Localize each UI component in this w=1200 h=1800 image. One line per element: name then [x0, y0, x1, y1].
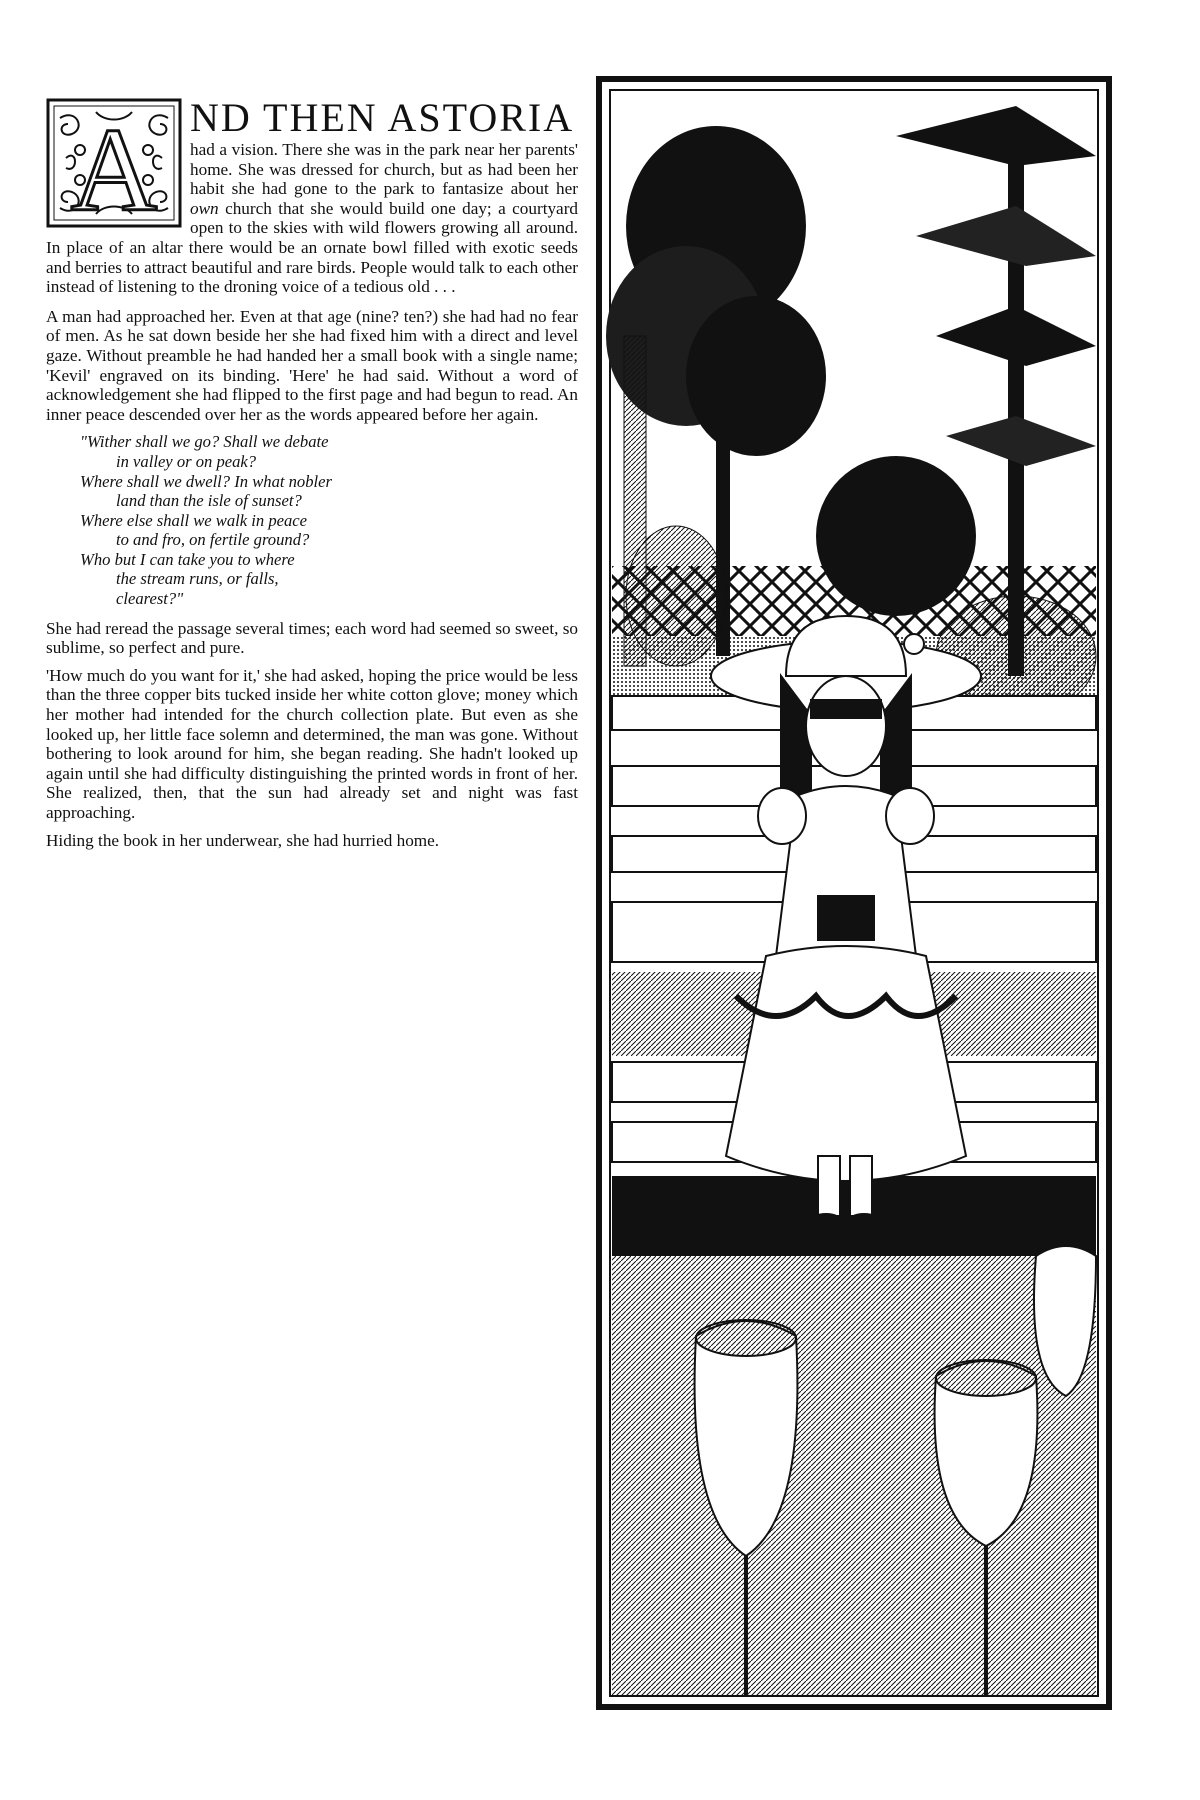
- story-text-column: [46, 95, 579, 858]
- paragraph-1-rest: church that she would build one day; a courtyard open to the skies with wild flowers growing all around. In place of an altar there would be an ornate bowl filled with exotic seeds and berries to attract beautiful and rare birds. People would talk to each other instead of listening to the droning voice of a tedious old . . .: [46, 198, 579, 297]
- paragraph-4: 'How much do you want for it,' she had asked, hoping the price would be less than the three copper bits tucked inside her white cotton glove; money which her mother had intended for the church collection plate. But even as she looked up, her little face solemn and determined, the man was gone. Without bothering to look around for him, she began reading. She hadn't looked up again until she had difficulty distinguishing the printed words in front of her. She realized, then, that the sun had already set and night was fast approaching.: [46, 665, 578, 822]
- poem-line: clearest?": [116, 589, 184, 609]
- poem-line: Where else shall we walk in peace: [80, 510, 308, 530]
- paragraph-2: A man had approached her. Even at that age (nine? ten?) she had had no fear of men. As he sat down beside her she had fixed him with a direct and level gaze. Without preamble he had handed her a small book with a single name; 'Kevil' engraved on its binding. 'Here' he had said. Without a word of acknowledgement she had flipped to the first page and had begun to read. An inner peace descended over her as the words appeared before her again.: [46, 306, 578, 424]
- poem-stanza: [80, 432, 578, 608]
- poem-line: "Wither shall we go? Shall we debate: [80, 432, 329, 452]
- ornate-drop-cap: [46, 98, 182, 228]
- book-icon: [818, 896, 874, 940]
- paragraph-1-text: had a vision. There she was in the park near her parents' home. She was dressed for church, but as had been her habit she had gone to the park to fantasize about her: [190, 140, 578, 199]
- poem-line: to and fro, on fertile ground?: [116, 530, 310, 550]
- paragraph-1-emphasis: own: [190, 198, 219, 218]
- paragraph-5: Hiding the book in her underwear, she had hurried home.: [46, 830, 440, 850]
- poem-line: the stream runs, or falls,: [116, 569, 279, 589]
- poem-line: in valley or on peak?: [116, 451, 257, 471]
- poem-line: land than the isle of sunset?: [116, 491, 302, 511]
- opening-caps: ND THEN ASTORIA: [190, 95, 575, 140]
- poem-line: Who but I can take you to where: [80, 549, 295, 569]
- paragraph-3: She had reread the passage several times; each word had seemed so sweet, so sublime, so perfect and pure.: [46, 618, 578, 658]
- park-bench-illustration: [596, 76, 1112, 1710]
- drop-cap-letter: A: [70, 103, 158, 228]
- floral-ornament-icon: [46, 98, 182, 228]
- poem-line: Where shall we dwell? In what nobler: [80, 471, 332, 491]
- girl-reading-on-bench-image: [596, 76, 1112, 1710]
